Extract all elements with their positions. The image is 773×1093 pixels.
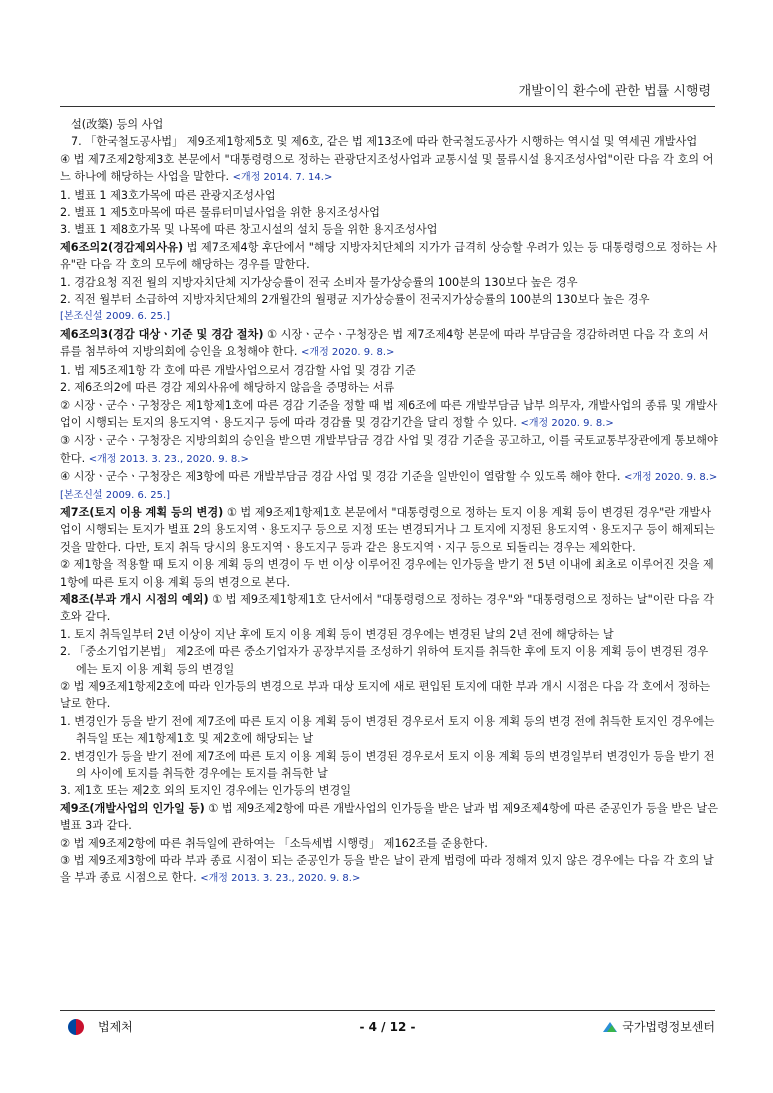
amendment-note: <개정 2013. 3. 23., 2020. 9. 8.> (200, 873, 361, 885)
amendment-note: <개정 2020. 9. 8.> (301, 347, 395, 359)
paragraph-text: ① 법 제9조제1항제1호 본문에서 "대통령령으로 정하는 토지 이용 계획 등이 변경된 경우"란 개발사업이 시행되는 토지가 별표 2의 용도지역ㆍ용도지구 등으로 지정 또는 변경되거나 그 토지에 지정된 용도지역ㆍ용도지구 등이 해제되는 것을 말한다. 다만, 토지 취득 당시의 용도지역ㆍ용도지구 등과 같은 용도지역ㆍ지구 등으로 되돌리는 경우는 제외한다. (60, 505, 715, 554)
paragraph-text: 설(改築) 등의 사업 (71, 118, 164, 131)
text-line (60, 643, 718, 678)
paragraph-text: 2. 직전 월부터 소급하여 지방자치단체의 2개월간의 월평균 지가상승률이 전국지가상승률의 100분의 130보다 높은 경우 (60, 293, 650, 307)
article-paragraph (60, 239, 718, 274)
text-line (60, 556, 718, 591)
paragraph-text: 7. 「한국철도공사법」 제9조제1항제5호 및 제6호, 같은 법 제13조에 따라 한국철도공사가 시행하는 역시설 및 역세권 개발사업 (71, 135, 698, 149)
paragraph-text: 2. 변경인가 등을 받기 전에 제7조에 따른 토지 이용 계획 등이 변경된 경우로서 토지 이용 계획 등의 변경일부터 변경인가 등을 받기 전의 사이에 토지를 취득한 경우에는 토지를 취득한 날 (60, 749, 715, 781)
article-heading: 제7조(토지 이용 계획 등의 변경) (60, 505, 224, 519)
footer-rule (60, 1010, 715, 1011)
paragraph-text: ② 법 제9조제1항제2호에 따라 인가등의 변경으로 부과 대상 토지에 새로 편입된 토지에 대한 부과 개시 시점은 다음 각 호에서 정하는 날로 한다. (60, 680, 711, 711)
text-line (60, 468, 718, 486)
page-number: - 4 / 12 - (359, 1020, 416, 1034)
amendment-note: <개정 2020. 9. 8.> (623, 472, 718, 484)
document-body (60, 116, 718, 888)
paragraph-text: 1. 토지 취득일부터 2년 이상이 지난 후에 토지 이용 계획 등이 변경된 경우에는 변경된 날의 2년 전에 해당하는 날 (60, 627, 614, 641)
paragraph-text: ③ 법 제9조제3항에 따라 부과 종료 시점이 되는 준공인가 등을 받은 날이 관계 법령에 따라 정해져 있지 않은 경우에는 다음 각 호의 날을 부과 종료 시점으로 한다. (60, 854, 714, 885)
text-line (60, 291, 718, 308)
text-line (60, 187, 718, 204)
text-line (60, 362, 718, 379)
header-title: 개발이익 환수에 관한 법률 시행령 (518, 84, 711, 99)
law-center-logo-icon (602, 1020, 618, 1034)
paragraph-text: 1. 경감요청 직전 월의 지방자치단체 지가상승률이 전국 소비자 물가상승률의 100분의 130보다 높은 경우 (60, 275, 578, 289)
amendment-note: <개정 2020. 9. 8.> (520, 417, 614, 429)
text-line (60, 379, 718, 396)
article-heading: 제6조의3(경감 대상ㆍ기준 및 경감 절차) (60, 327, 264, 341)
article-paragraph (60, 504, 718, 556)
paragraph-text: ① 법 제9조제2항에 따른 개발사업의 인가등을 받은 날과 법 제9조제4항에 따른 준공인가 등을 받은 날은 별표 3과 같다. (60, 801, 719, 833)
paragraph-text: 1. 법 제5조제1항 각 호에 따른 개발사업으로서 경감할 사업 및 경감 기준 (60, 363, 416, 377)
paragraph-text: [본조신설 2009. 6. 25.] (60, 489, 171, 501)
article-heading: 제9조(개발사업의 인가일 등) (60, 801, 205, 815)
text-line (60, 221, 718, 238)
paragraph-text: ④ 시장ㆍ군수ㆍ구청장은 제3항에 따른 개발부담금 경감 사업 및 경감 기준을 일반인이 열람할 수 있도록 해야 한다. (60, 470, 621, 484)
text-line (60, 151, 718, 187)
text-line (60, 678, 718, 713)
article-paragraph (60, 591, 718, 626)
paragraph-text: 1. 별표 1 제3호가목에 따른 관광지조성사업 (60, 188, 276, 202)
text-line (60, 116, 718, 133)
header-rule (60, 106, 715, 107)
text-line (60, 713, 718, 748)
footer-right (602, 1018, 715, 1035)
paragraph-text: 3. 별표 1 제8호가목 및 나목에 따른 창고시설의 설치 등을 위한 용지조성사업 (60, 223, 438, 237)
article-heading: 제8조(부과 개시 시점의 예외) (60, 592, 209, 606)
text-line (60, 835, 718, 852)
paragraph-text: ② 시장ㆍ군수ㆍ구청장은 제1항제1호에 따른 경감 기준을 정할 때 법 제6조에 따른 개발부담금 납부 의무자, 개발사업의 종류 및 개발사업이 시행되는 토지의 용도지역ㆍ용도지구 등에 따라 경감률 및 경감기간을 달리 정할 수 있다. (60, 398, 718, 429)
footer (60, 1018, 715, 1040)
text-line (60, 397, 718, 433)
amendment-note: <개정 2013. 3. 23., 2020. 9. 8.> (88, 453, 249, 465)
paragraph-text: [본조신설 2009. 6. 25.] (60, 311, 171, 323)
article-heading: 제6조의2(경감제외사유) (60, 240, 184, 254)
text-line (60, 748, 718, 783)
paragraph-text: 3. 제1호 또는 제2호 외의 토지인 경우에는 인가등의 변경일 (60, 784, 352, 798)
paragraph-text: ① 법 제9조제1항제1호 단서에서 "대통령령으로 정하는 경우"와 "대통령령으로 정하는 날"이란 다음 각 호와 같다. (60, 592, 714, 624)
article-paragraph (60, 326, 718, 362)
paragraph-text: ④ 법 제7조제2항제3호 본문에서 "대통령령으로 정하는 관광단지조성사업과 교통시설 및 물류시설 용지조성사업"이란 다음 각 호의 어느 하나에 해당하는 사업을 말한다. (60, 152, 714, 184)
text-line (60, 274, 718, 291)
text-line (60, 432, 718, 468)
text-line (60, 133, 718, 150)
article-paragraph (60, 800, 718, 835)
history-note (60, 487, 718, 504)
paragraph-text: ③ 시장ㆍ군수ㆍ구청장은 지방의회의 승인을 받으면 개발부담금 경감 사업 및 경감 기준을 공고하고, 이를 국토교통부장관에게 통보해야 한다. (60, 434, 718, 465)
text-line (60, 782, 718, 799)
paragraph-text: ② 제1항을 적용할 때 토지 이용 계획 등의 변경이 두 번 이상 이루어진 경우에는 인가등을 받기 전 5년 이내에 최초로 이루어진 것을 제1항에 따른 토지 이용 계획 등의 변경으로 본다. (60, 558, 714, 589)
amendment-note: <개정 2014. 7. 14.> (232, 172, 333, 184)
paragraph-text: 2. 별표 1 제5호마목에 따른 물류터미널사업을 위한 용지조성사업 (60, 206, 380, 220)
text-line (60, 626, 718, 643)
text-line (60, 852, 718, 888)
footer-center-name: 국가법령정보센터 (622, 1020, 715, 1034)
paragraph-text: 2. 제6조의2에 따른 경감 제외사유에 해당하지 않음을 증명하는 서류 (60, 381, 395, 395)
footer-org: 법제처 (98, 1020, 133, 1034)
text-line (60, 204, 718, 221)
paragraph-text: 1. 변경인가 등을 받기 전에 제7조에 따른 토지 이용 계획 등이 변경된 경우로서 토지 이용 계획 등의 변경 전에 취득한 토지인 경우에는 취득일 또는 제1항제1호 및 제2호에 해당되는 날 (60, 714, 715, 746)
paragraph-text: ① 시장ㆍ군수ㆍ구청장은 법 제7조제4항 본문에 따라 부담금을 경감하려면 다음 각 호의 서류를 첨부하여 지방의회에 승인을 요청해야 한다. (60, 327, 709, 359)
paragraph-text: ② 법 제9조제2항에 따른 취득일에 관하여는 「소득세법 시행령」 제162조를 준용한다. (60, 836, 488, 850)
paragraph-text: 2. 「중소기업기본법」 제2조에 따른 중소기업자가 공장부지를 조성하기 위하여 토지를 취득한 후에 토지 이용 계획 등이 변경된 경우에는 토지 이용 계획 등의 변경일 (60, 645, 709, 676)
paragraph-text: 법 제7조제4항 후단에서 "해당 지방자치단체의 지가가 급격히 상승할 우려가 있는 등 대통령령으로 정하는 사유"란 다음 각 호의 모두에 해당하는 경우를 말한다. (60, 240, 717, 272)
history-note (60, 308, 718, 325)
